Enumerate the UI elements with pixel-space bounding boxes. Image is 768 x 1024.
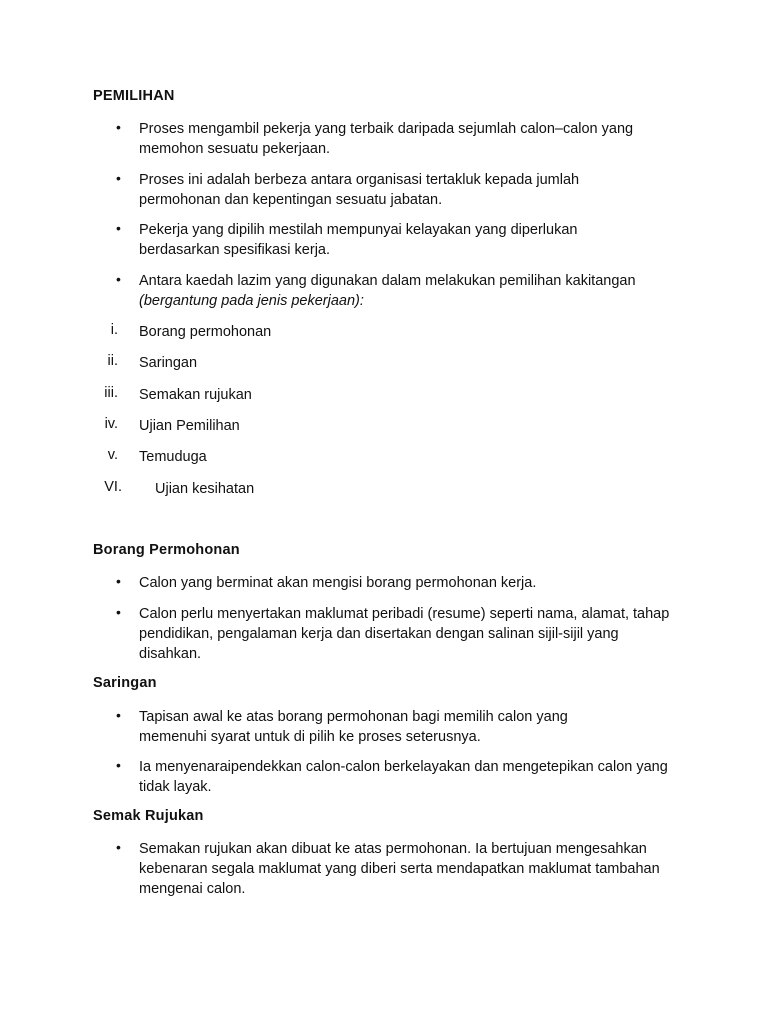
- method-label: Ujian Pemilihan: [139, 418, 240, 434]
- bullet-text: Pekerja yang dipilih mestilah mempunyai kelayakan yang diperlukan berdasarkan spesifikasi kerja.: [139, 222, 578, 258]
- section-title-pemilihan: PEMILIHAN: [93, 88, 175, 104]
- bullet-icon: •: [116, 604, 121, 620]
- bullet-text: Calon yang berminat akan mengisi borang permohonan kerja.: [139, 575, 537, 591]
- bullet-icon: •: [116, 271, 121, 287]
- bullet-text-main: Antara kaedah lazim yang digunakan dalam melakukan pemilihan kakitangan: [139, 273, 636, 289]
- bullet-icon: •: [116, 119, 121, 135]
- bullet-text: Proses ini adalah berbeza antara organisasi tertakluk kepada jumlah permohonan dan kepentingan sesuatu jabatan.: [139, 172, 580, 208]
- section-title-saringan: Saringan: [93, 675, 157, 691]
- bullet-icon: •: [116, 220, 121, 236]
- bullet-text: Ia menyenaraipendekkan calon-calon berkelayakan dan mengetepikan calon yang tidak layak.: [139, 759, 668, 795]
- method-label: Saringan: [139, 355, 198, 371]
- section-title-borang-permohonan: Borang Permohonan: [93, 542, 240, 558]
- bullet-text: [139, 271, 689, 311]
- list-number: iv.: [104, 416, 118, 432]
- bullet-icon: •: [116, 707, 121, 723]
- bullet-text: Proses mengambil pekerja yang terbaik daripada sejumlah calon–calon yang memohon sesuatu pekerjaan.: [139, 121, 634, 157]
- list-number: ii.: [107, 353, 118, 369]
- list-number: iii.: [104, 385, 118, 401]
- section-title-semak-rujukan: Semak Rujukan: [93, 808, 204, 824]
- list-number: i.: [110, 322, 118, 338]
- method-label: Semakan rujukan: [139, 387, 252, 403]
- bullet-text: Calon perlu menyertakan maklumat peribadi (resume) seperti nama, alamat, tahap pendidikan, pengalaman kerja dan disertakan dengan salinan sijil-sijil yang disahkan.: [139, 606, 670, 662]
- method-label: Ujian kesihatan: [155, 481, 255, 497]
- bullet-text: Tapisan awal ke atas borang permohonan bagi memilih calon yang memenuhi syarat untuk di pilih ke proses seterusnya.: [139, 709, 568, 745]
- bullet-icon: •: [116, 170, 121, 186]
- bullet-text-italic: (bergantung pada jenis pekerjaan):: [139, 293, 364, 309]
- method-label: Borang permohonan: [139, 324, 272, 340]
- bullet-icon: •: [116, 573, 121, 589]
- bullet-icon: •: [116, 839, 121, 855]
- method-label: Temuduga: [139, 449, 207, 465]
- list-number: VI.: [104, 479, 122, 495]
- bullet-icon: •: [116, 757, 121, 773]
- list-number: v.: [107, 447, 118, 463]
- bullet-text: Semakan rujukan akan dibuat ke atas permohonan. Ia bertujuan mengesahkan kebenaran segala maklumat yang diberi serta mendapatkan maklumat tambahan mengenai calon.: [139, 841, 660, 897]
